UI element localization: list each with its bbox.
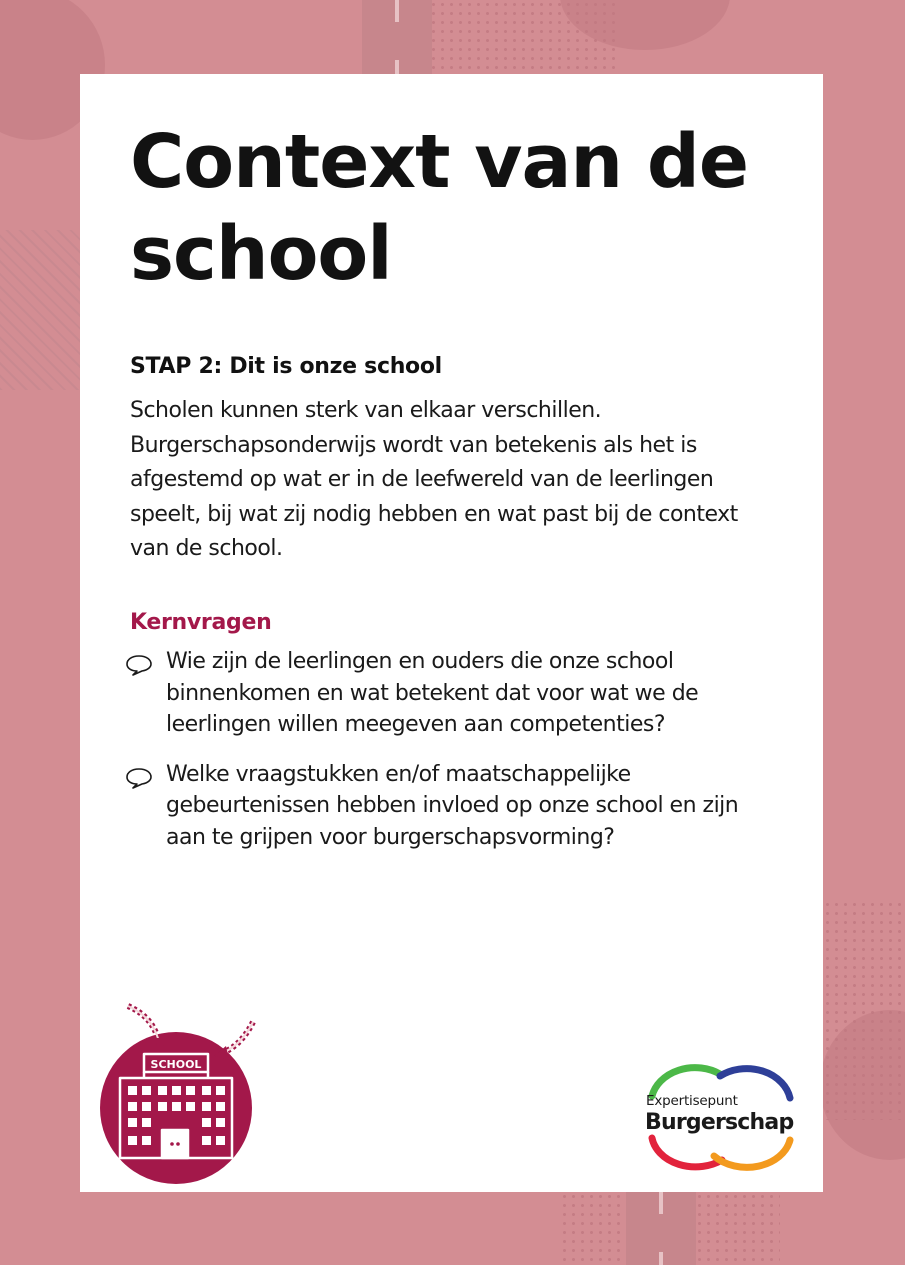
intro-paragraph: Scholen kunnen sterk van elkaar verschillen. Burgerschapsonderwijs wordt van betekenis als het is afgestemd op wat er in de leefwereld van de leerlingen speelt, bij wat zij nodig hebben en wat past bij de context van de school.	[130, 398, 738, 561]
school-sign: SCHOOL	[150, 1058, 202, 1071]
bg-circle	[820, 1010, 905, 1160]
kernvragen-heading: Kernvragen	[130, 610, 272, 635]
question-text: Welke vraagstukken en/of maatschappelijke gebeurtenissen hebben invloed op onze school en zijn aan te grijpen voor burgerschapsvorming?	[166, 761, 739, 850]
brand-line-1: Expertisepunt	[646, 1093, 738, 1109]
bg-road	[362, 0, 432, 74]
bg-stripes	[0, 230, 80, 390]
content-card	[80, 74, 823, 1192]
brand-line-2: Burgerschap	[645, 1110, 794, 1135]
question-text: Wie zijn de leerlingen en ouders die onze school binnenkomen en wat betekent dat voor wat we de leerlingen willen meegeven aan competenties?	[166, 649, 699, 737]
question-list	[124, 646, 784, 871]
speech-bubble-icon	[124, 653, 154, 677]
question-item	[124, 646, 784, 741]
bg-dots	[420, 0, 620, 74]
speech-bubble-icon	[124, 766, 154, 790]
step-heading: STAP 2: Dit is onze school	[130, 354, 442, 379]
question-item	[124, 759, 784, 854]
school-building-icon	[98, 996, 268, 1184]
page-title: Context van de school	[130, 119, 749, 297]
bg-dots	[560, 1192, 780, 1265]
bg-road	[626, 1192, 696, 1265]
expertisepunt-burgerschap-logo	[642, 1064, 802, 1174]
bg-dots	[823, 900, 905, 1120]
bg-circle	[560, 0, 730, 50]
school-illustration	[98, 996, 268, 1184]
